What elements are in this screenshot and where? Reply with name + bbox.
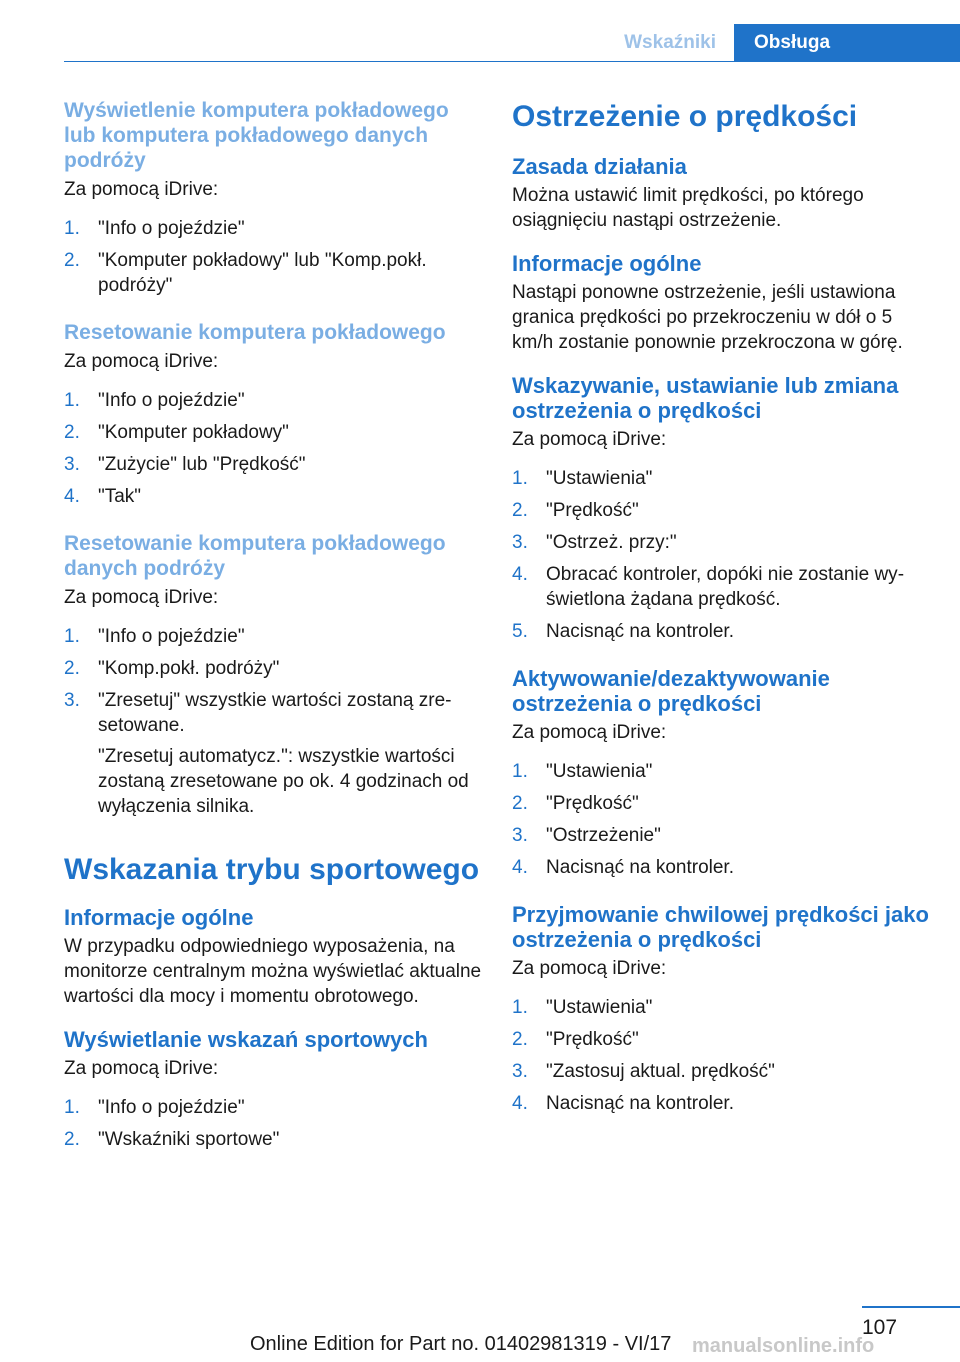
step-text: "Zużycie" lub "Prędkość" [98,454,306,475]
section-heading-reset-computer: Resetowanie komputera pokładowego [64,321,446,344]
page-number-divider [862,1306,960,1308]
section-intro: Za pomocą iDrive: [64,587,219,608]
paragraph-principle: Można ustawić limit prędkości, po którego osiągnięciu nastąpi ostrzeżenie. [512,185,864,231]
steps-list-accept-current-speed [512,995,930,1116]
step-number: 1. [64,218,80,239]
list-item [64,656,482,681]
header-tab-operation: Obsługa [734,24,960,62]
section-heading-reset-trip-computer: Resetowanie komputera pokładowego danych podróży [64,532,446,580]
step-text: Nacisnąć na kontroler. [546,1093,734,1114]
step-text: "Ostrzeżenie" [546,825,661,846]
list-item [512,562,930,612]
step-text: "Info o pojeździe" [98,218,245,239]
subsection-heading-toggle-speed-warning: Aktywowanie/dezaktywowanie ostrzeżenia o prędkości [512,666,830,716]
step-number: 3. [512,532,528,553]
step-text: Nacisnąć na kontroler. [546,621,734,642]
section-title-speed-warning: Ostrzeżenie o prędkości [512,100,858,133]
list-item [64,388,482,413]
list-item [512,619,930,644]
steps-list-reset-trip-computer [64,624,482,819]
step-text: "Info o pojeździe" [98,390,245,411]
list-item [512,791,930,816]
list-item [64,248,482,298]
step-number: 4. [512,857,528,878]
step-number: 4. [512,1093,528,1114]
steps-list-set-speed-warning [512,466,930,644]
step-text: "Komputer pokładowy" [98,422,289,443]
step-number: 3. [64,690,80,711]
step-number: 2. [64,422,80,443]
subsection-heading-general-info: Informacje ogólne [64,905,254,930]
step-text: Nacisnąć na kontroler. [546,857,734,878]
steps-list-toggle-speed-warning [512,759,930,880]
section-heading-display-computer: Wyświetlenie komputera pokładowego lub komputera pokładowego danych podróży [64,99,449,172]
steps-list-sport-displays [64,1095,482,1152]
watermark: manualsonline.info [692,1335,875,1357]
section-title-sport-displays: Wskazania trybu sportowego [64,853,480,886]
section-intro: Za pomocą iDrive: [512,722,667,743]
list-item [512,1091,930,1116]
section-intro: Za pomocą iDrive: [64,351,219,372]
paragraph-sport-info: W przypadku odpowiedniego wyposażenia, na monitorze centralnym można wyświetlać aktualne wartości dla mocy i momentu obrotowego. [64,936,482,1007]
steps-list-reset-computer [64,388,482,509]
step-text: "Ustawienia" [546,761,653,782]
list-item [64,1127,482,1152]
step-text: "Ostrzeż. przy:" [546,532,677,553]
list-item [512,466,930,491]
list-item [64,484,482,509]
list-item [512,1027,930,1052]
step-number: 1. [64,390,80,411]
step-text: "Komputer pokładowy" lub "Komp.pokł. podróży" [98,250,427,296]
left-column [64,98,482,1174]
step-number: 2. [512,793,528,814]
step-number: 2. [64,250,80,271]
step-number: 5. [512,621,528,642]
step-number: 2. [512,500,528,521]
section-intro: Za pomocą iDrive: [64,1058,219,1079]
steps-list-display-computer [64,216,482,298]
step-number: 1. [512,997,528,1018]
list-item [64,688,482,819]
step-text: "Tak" [98,486,142,507]
step-number: 3. [64,454,80,475]
step-number: 1. [512,468,528,489]
paragraph-general-info: Nastąpi ponowne ostrzeżenie, jeśli ustawiona granica prędkości po przekroczeniu w dół o 5 km/h zostanie ponownie przekroczona w górę. [512,282,903,353]
list-item [512,1059,930,1084]
list-item [64,216,482,241]
subsection-heading-show-sport-displays: Wyświetlanie wskazań sportowych [64,1027,428,1052]
step-text: Obracać kontroler, dopóki nie zostanie wyświetlona żądana prędkość. [546,564,905,610]
header-tab-indicators: Wskaźniki [624,32,716,53]
step-text: "Info o pojeździe" [98,626,245,647]
step-number: 3. [512,1061,528,1082]
list-item [512,995,930,1020]
step-text: "Zastosuj aktual. prędkość" [546,1061,775,1082]
list-item [64,624,482,649]
step-number: 2. [64,1129,80,1150]
subsection-heading-accept-current-speed: Przyjmowanie chwilowej prędkości jako ostrzeżenia o prędkości [512,902,929,952]
step-note: "Zresetuj automatycz.": wszystkie wartości zostaną zresetowane po ok. 4 godzinach od wyłączenia silnika. [98,746,469,817]
section-intro: Za pomocą iDrive: [512,958,667,979]
list-item [64,452,482,477]
step-text: "Wskaźniki sportowe" [98,1129,280,1150]
step-number: 4. [512,564,528,585]
step-text: "Info o pojeździe" [98,1097,245,1118]
edition-footer: Online Edition for Part no. 01402981319 - VI/17 [250,1333,672,1355]
list-item [512,498,930,523]
step-text: "Zresetuj" wszystkie wartości zostaną zresetowane. [98,690,452,736]
list-item [512,759,930,784]
subsection-heading-general-info: Informacje ogólne [512,251,702,276]
step-text: "Prędkość" [546,793,639,814]
step-number: 4. [64,486,80,507]
subsection-heading-principle: Zasada działania [512,154,687,179]
header-divider [64,61,960,62]
right-column [512,100,930,1138]
section-intro: Za pomocą iDrive: [512,429,667,450]
step-text: "Ustawienia" [546,997,653,1018]
list-item [512,855,930,880]
list-item [64,1095,482,1120]
list-item [512,530,930,555]
step-number: 2. [64,658,80,679]
subsection-heading-set-speed-warning: Wskazywanie, ustawianie lub zmiana ostrzeżenia o prędkości [512,373,899,423]
step-number: 1. [64,626,80,647]
step-number: 1. [64,1097,80,1118]
page-header [624,24,960,62]
step-text: "Ustawienia" [546,468,653,489]
step-number: 1. [512,761,528,782]
step-text: "Komp.pokł. podróży" [98,658,280,679]
step-number: 3. [512,825,528,846]
list-item [512,823,930,848]
step-text: "Prędkość" [546,500,639,521]
step-number: 2. [512,1029,528,1050]
section-intro: Za pomocą iDrive: [64,179,219,200]
step-text: "Prędkość" [546,1029,639,1050]
page-number: 107 [862,1316,898,1339]
list-item [64,420,482,445]
